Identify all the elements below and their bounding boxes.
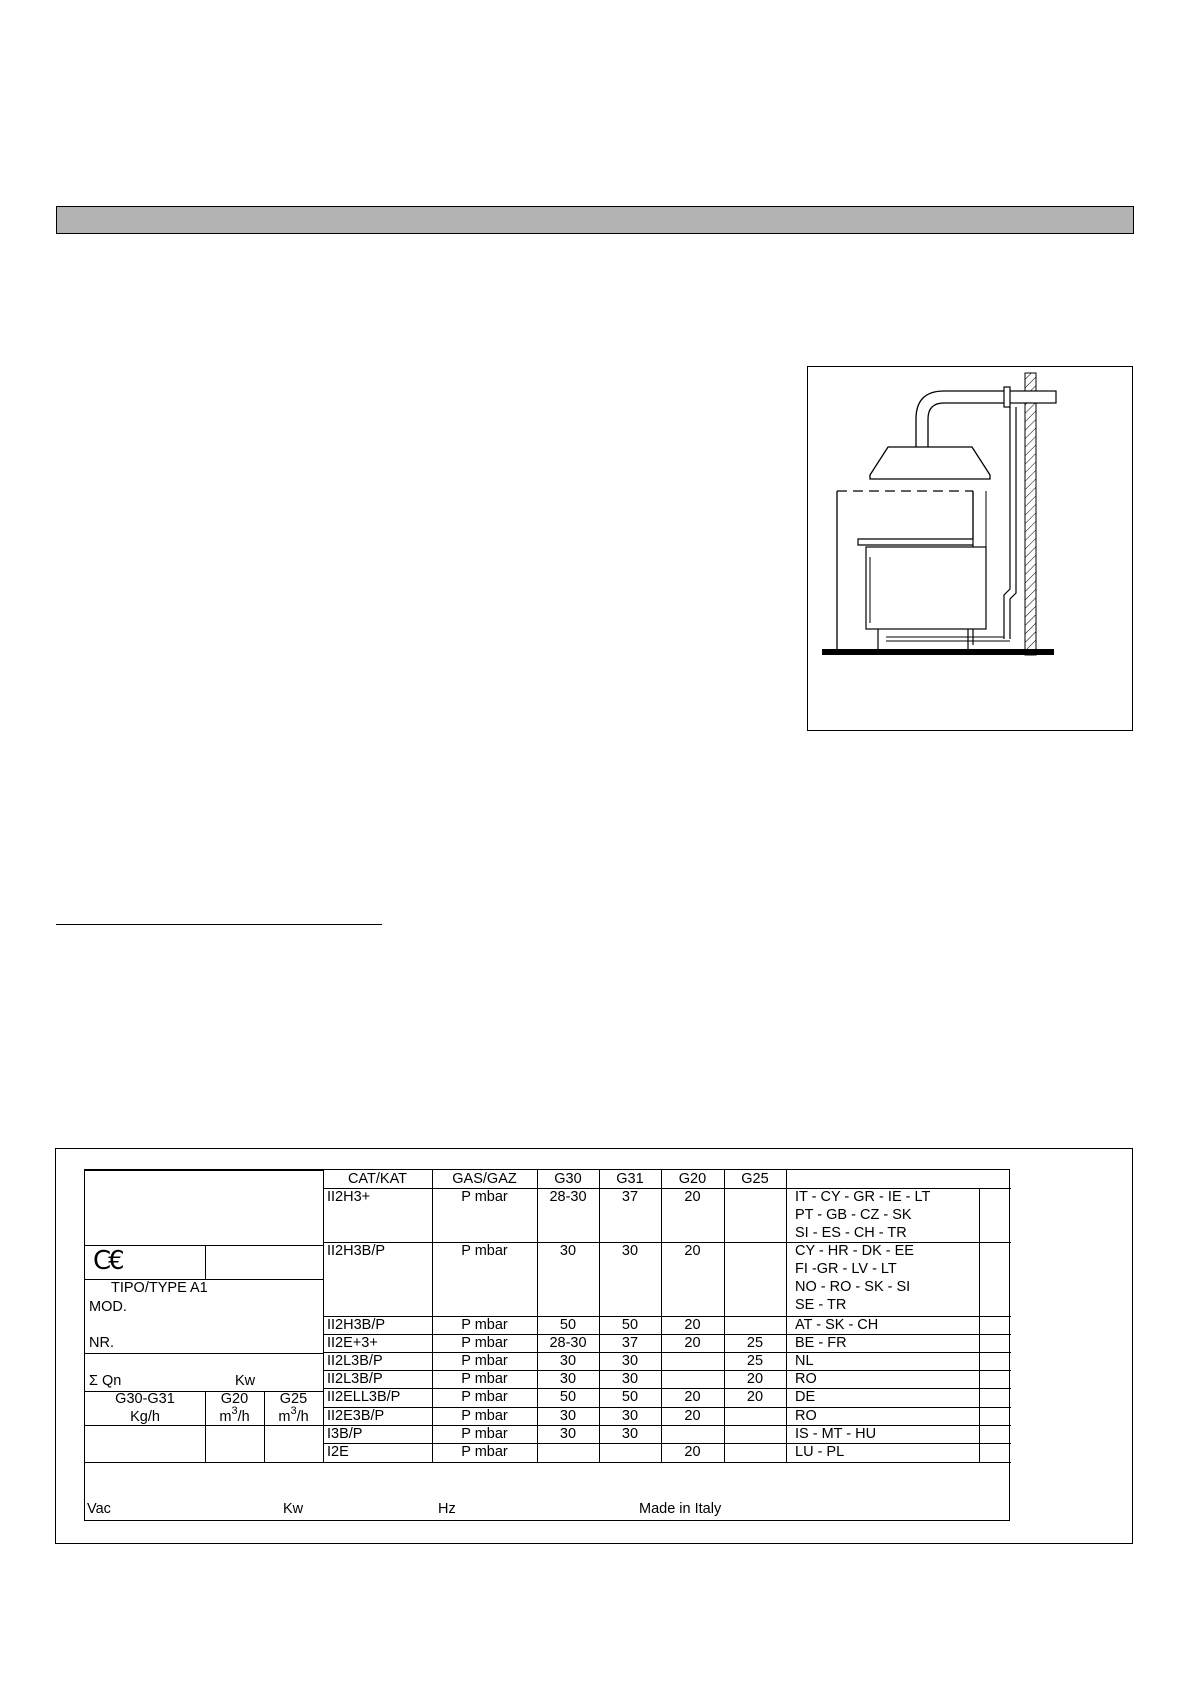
row-g30: 30 [559,1371,577,1387]
row-gas: P mbar [461,1389,508,1405]
nr-label: NR. [89,1335,114,1351]
row-g20: 20 [684,1243,701,1259]
row-countries: IS - MT - HU [795,1426,877,1442]
header-cat: CAT/KAT [347,1171,408,1187]
row-gas: P mbar [461,1335,508,1351]
row-g25: 25 [746,1335,764,1351]
row-countries: LU - PL [795,1444,845,1460]
row-g25: 20 [746,1371,764,1387]
row-g31: 37 [621,1189,639,1205]
row-g30: 30 [559,1408,577,1424]
installation-figure [807,366,1133,731]
mod-label: MOD. [89,1299,127,1315]
row-cat: II2H3B/P [327,1317,386,1333]
unit-m3h-g25: $m^3/h$ [278,1405,309,1425]
row-countries: AT - SK - CH [795,1317,879,1333]
tipo-type-label: TIPO/TYPE A1 [111,1280,208,1296]
row-g31: 30 [621,1426,639,1442]
hood-appliance-illustration [808,367,1134,732]
header-g30: G30 [554,1171,582,1187]
row-g31: 30 [621,1408,639,1424]
unit-kgh-label: Kg/h [130,1409,160,1425]
row-g30: 30 [559,1426,577,1442]
row-g31: 30 [621,1353,639,1369]
footer-hz-label: Hz [438,1501,456,1517]
row-countries: DE [795,1389,816,1405]
row-gas: P mbar [461,1243,508,1259]
ce-mark-icon: C€ [93,1246,122,1276]
row-gas: P mbar [461,1189,508,1205]
row-gas: P mbar [461,1426,508,1442]
row-cat: II2H3+ [327,1189,371,1205]
row-cat: I3B/P [327,1426,363,1442]
row-g20: 20 [684,1317,701,1333]
row-g20: 20 [684,1444,701,1460]
row-g31: 30 [621,1371,639,1387]
rating-plate [84,1169,1010,1521]
header-g25: G25 [741,1171,769,1187]
row-g25: 20 [746,1389,764,1405]
row-g31: 30 [621,1243,639,1259]
col-g25-label: G25 [279,1391,308,1407]
row-g20: 20 [684,1335,701,1351]
row-cat: II2L3B/P [327,1353,383,1369]
row-g30: 28-30 [549,1189,587,1205]
footer-vac-label: Vac [87,1501,111,1517]
header-g20: G20 [678,1171,707,1187]
header-g31: G31 [616,1171,644,1187]
row-cat: II2ELL3B/P [327,1389,401,1405]
hood [870,447,990,479]
footer-kw-label: Kw [283,1501,304,1517]
row-countries: NO - RO - SK - SI [795,1279,911,1295]
row-g20: 20 [684,1408,701,1424]
row-g20: 20 [684,1389,701,1405]
footer-made-in-label: Made in Italy [639,1501,722,1517]
row-countries: SI - ES - CH - TR [795,1225,907,1241]
row-g30: 28-30 [549,1335,587,1351]
col-g30-g31-label: G30-G31 [115,1391,175,1407]
row-countries: BE - FR [795,1335,847,1351]
row-gas: P mbar [461,1353,508,1369]
row-countries: SE - TR [795,1297,847,1313]
row-cat: II2H3B/P [327,1243,386,1259]
header-gas: GAS/GAZ [452,1171,517,1187]
row-cat: II2E+3+ [327,1335,378,1351]
wall [1025,373,1036,655]
row-gas: P mbar [461,1371,508,1387]
appliance-body [866,547,986,629]
row-cat: II2E3B/P [327,1408,385,1424]
row-g30: 30 [559,1353,577,1369]
row-countries: NL [795,1353,814,1369]
section-heading-bar [56,206,1134,234]
row-g20: 20 [684,1189,701,1205]
row-countries: IT - CY - GR - IE - LT [795,1189,931,1205]
row-cat: II2L3B/P [327,1371,383,1387]
row-gas: P mbar [461,1408,508,1424]
row-countries: RO [795,1371,817,1387]
row-g31: 50 [621,1317,639,1333]
section-underline [56,924,382,925]
row-gas: P mbar [461,1317,508,1333]
floor [822,649,1054,655]
row-countries: CY - HR - DK - EE [795,1243,914,1259]
row-countries: PT - GB - CZ - SK [795,1207,912,1223]
unit-m3h-g20: $m^3/h$ [219,1405,250,1425]
row-cat: I2E [327,1444,349,1460]
row-g31: 37 [621,1335,639,1351]
col-g20-label: G20 [220,1391,249,1407]
sum-qn-label: Σ Qn [89,1373,122,1389]
row-countries: RO [795,1408,817,1424]
row-g30: 30 [559,1243,577,1259]
row-g30: 50 [559,1317,577,1333]
qn-kw-label: Kw [235,1373,256,1389]
row-countries: FI -GR - LV - LT [795,1261,897,1277]
row-g25: 25 [746,1353,764,1369]
row-gas: P mbar [461,1444,508,1460]
row-g31: 50 [621,1389,639,1405]
row-g30: 50 [559,1389,577,1405]
